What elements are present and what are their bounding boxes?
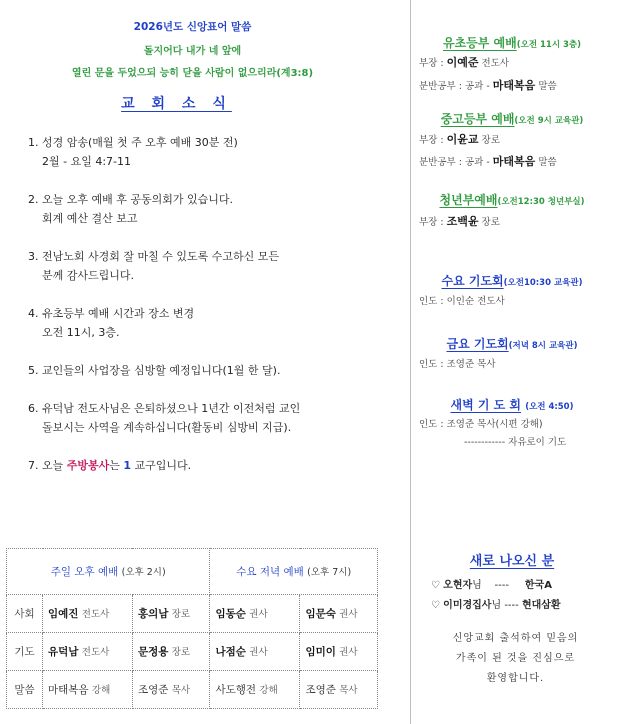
table-cell — [43, 595, 133, 633]
dawn-prayer-time: (오전 4:50) — [525, 402, 574, 412]
news-item-number: 7. — [28, 459, 39, 472]
person-name: 조영준 — [305, 684, 336, 696]
head-label: 부장 : — [419, 135, 447, 146]
young-adult-head — [419, 215, 500, 230]
lesson-label: 분반공부 : 공과 - — [419, 157, 493, 168]
heart-icon: ♡ — [431, 600, 440, 611]
news-item-detail: 돌보시는 사역을 계속하십니다(활동비 심방비 지급). — [42, 421, 292, 434]
scripture-type: 강해 — [91, 685, 111, 696]
church-news-title: 교 회 소 식 — [121, 96, 232, 112]
newcomer-dash: ---- — [494, 580, 509, 591]
youth-service-time: (오전 9시 교육관) — [514, 116, 584, 126]
young-adult-service-name: 청년부예배 — [439, 193, 498, 207]
church-news-list — [28, 133, 388, 494]
news-item-detail: 분께 감사드립니다. — [42, 269, 135, 282]
newcomer-entry — [431, 576, 552, 591]
person-role: 권사 — [339, 609, 358, 620]
lesson-suffix: 말씀 — [535, 81, 557, 92]
welcome-message — [412, 629, 619, 689]
news-item-text: 교인들의 사업장을 심방할 예정입니다(1월 한 달). — [42, 364, 281, 377]
lesson-book: 마태복음 — [492, 79, 536, 92]
scripture-type: 강해 — [259, 685, 278, 696]
person-name: 유덕남 — [48, 646, 79, 658]
head-role: 장로 — [478, 135, 500, 146]
children-service-time: (오전 11시 3층) — [516, 40, 581, 50]
news-item — [28, 133, 388, 171]
news-item — [28, 247, 388, 285]
news-item-number: 3. — [28, 250, 39, 263]
table-cell — [300, 633, 378, 671]
person-name: 나점순 — [215, 646, 246, 658]
motto-verse-line-2: 열린 문을 두었으되 능히 닫을 사람이 없으리라(계3:8) — [71, 68, 314, 79]
right-column — [412, 0, 619, 724]
news-item — [28, 456, 388, 475]
person-role: 목사 — [171, 685, 191, 696]
news-item-text: 유덕남 전도사님은 은퇴하셨으나 1년간 이전처럼 교인 — [42, 402, 301, 415]
newcomer-origin: 현대삼환 — [521, 600, 561, 611]
person-name: 임예진 — [48, 608, 79, 620]
wednesday-service-time: (오후 7시) — [307, 567, 352, 578]
news-item-text-post: 교구입니다. — [131, 459, 192, 472]
head-role: 장로 — [478, 217, 500, 228]
heart-icon: ♡ — [431, 580, 440, 591]
sunday-service-header — [7, 549, 210, 595]
newcomer-dash: ---- — [504, 600, 519, 611]
newcomer-origin: 한국A — [524, 580, 552, 591]
news-item-number: 2. — [28, 193, 39, 206]
motto-title: 2026년도 신앙표어 말씀 — [133, 21, 252, 33]
news-item — [28, 304, 388, 342]
news-item-number: 5. — [28, 364, 39, 377]
newcomer-name: 오현자 — [443, 580, 473, 591]
newcomer-suffix: 님 — [491, 600, 502, 611]
welcome-message-line: 신앙교회 출석하여 믿음의 — [452, 633, 579, 644]
table-cell — [132, 671, 210, 709]
dawn-prayer-name: 새벽 기 도 회 — [450, 398, 521, 412]
person-role: 권사 — [249, 647, 268, 658]
newcomer-entry — [431, 596, 561, 611]
person-role: 목사 — [339, 685, 358, 696]
scripture-book: 사도행전 — [215, 684, 257, 696]
news-item-text: 성경 암송(매월 첫 주 오후 예배 30분 전) — [42, 136, 238, 149]
table-cell — [132, 633, 210, 671]
news-item-detail: 오전 11시, 3층. — [42, 326, 120, 339]
head-name: 이예준 — [446, 56, 479, 69]
news-item — [28, 361, 388, 380]
district-number: 1 — [123, 459, 132, 472]
newcomer-name: 이미경집사 — [443, 600, 492, 611]
children-lesson — [419, 79, 557, 94]
youth-head — [419, 133, 500, 148]
head-role: 전도사 — [478, 58, 510, 69]
news-item-number: 6. — [28, 402, 39, 415]
welcome-message-line: 환영합니다. — [486, 673, 545, 684]
person-role: 전도사 — [81, 609, 110, 620]
person-role: 전도사 — [81, 647, 110, 658]
table-cell — [210, 633, 300, 671]
children-service-title — [412, 34, 612, 51]
youth-lesson — [419, 155, 557, 170]
kitchen-service-highlight: 주방봉사 — [66, 459, 110, 472]
friday-prayer-title — [412, 335, 612, 352]
news-item-text: 전남노회 사경회 잘 마칠 수 있도록 수고하신 모든 — [42, 250, 279, 263]
wednesday-prayer-leader: 인도 : 이인순 전도사 — [419, 296, 505, 307]
wednesday-prayer-title — [412, 272, 612, 289]
news-item-number: 1. — [28, 136, 39, 149]
news-item-detail: 회계 예산 결산 보고 — [42, 212, 138, 225]
news-item-detail: 2월 - 요일 4:7-11 — [42, 155, 132, 168]
news-item-number: 4. — [28, 307, 39, 320]
row-label: 말씀 — [7, 671, 43, 709]
young-adult-service-title — [412, 191, 612, 208]
person-name: 임미이 — [305, 646, 336, 658]
youth-service-title — [412, 110, 612, 127]
dawn-prayer-note: ------------ 자유로이 기도 — [464, 437, 567, 448]
table-cell — [210, 595, 300, 633]
scripture-book: 마태복음 — [48, 684, 89, 696]
news-item — [28, 190, 388, 228]
wednesday-prayer-name: 수요 기도회 — [441, 274, 504, 288]
wednesday-service-title: 수요 저녁 예배 — [236, 566, 304, 578]
table-row — [7, 595, 378, 633]
person-name: 조영준 — [137, 684, 169, 696]
lesson-label: 분반공부 : 공과 - — [419, 81, 493, 92]
table-cell — [300, 671, 378, 709]
wednesday-service-header — [210, 549, 378, 595]
news-item-text-pre: 오늘 — [42, 459, 67, 472]
person-name: 홍의남 — [137, 608, 169, 620]
table-cell — [43, 671, 133, 709]
news-item-text-mid: 는 — [109, 459, 124, 472]
motto-verse-line-1: 돌지어다 내가 네 앞에 — [143, 46, 242, 57]
friday-prayer-leader: 인도 : 조영준 목사 — [419, 359, 496, 370]
youth-service-name: 중고등부 예배 — [440, 112, 515, 126]
dawn-prayer-title — [412, 396, 612, 413]
head-name: 이윤교 — [446, 133, 479, 146]
row-label: 사회 — [7, 595, 43, 633]
table-row — [7, 671, 378, 709]
table-cell — [210, 671, 300, 709]
friday-prayer-time: (저녁 8시 교육관) — [508, 341, 578, 351]
dawn-prayer-leader: 인도 : 조영준 목사(시편 강해) — [419, 419, 543, 430]
newcomer-suffix: 님 — [472, 580, 482, 591]
wednesday-prayer-time: (오전10:30 교육관) — [503, 278, 583, 288]
worship-schedule-table — [6, 548, 378, 709]
sunday-service-time: (오후 2시) — [121, 567, 166, 578]
head-label: 부장 : — [419, 217, 447, 228]
person-role: 권사 — [339, 647, 358, 658]
table-header-row — [7, 549, 378, 595]
young-adult-service-time: (오전12:30 청년부실) — [497, 197, 585, 207]
table-cell — [43, 633, 133, 671]
person-role: 권사 — [249, 609, 268, 620]
person-name: 임동순 — [215, 608, 246, 620]
table-row — [7, 633, 378, 671]
friday-prayer-name: 금요 기도회 — [446, 337, 509, 351]
newcomers-title: 새로 나오신 분 — [469, 554, 555, 569]
news-item-text: 유초등부 예배 시간과 장소 변경 — [42, 307, 195, 320]
news-item-text: 오늘 오후 예배 후 공동의회가 있습니다. — [42, 193, 233, 206]
person-role: 장로 — [171, 647, 191, 658]
head-label: 부장 : — [419, 58, 447, 69]
person-name: 임문숙 — [305, 608, 336, 620]
lesson-book: 마태복음 — [492, 155, 536, 168]
row-label: 기도 — [7, 633, 43, 671]
news-item — [28, 399, 388, 437]
welcome-message-line: 가족이 된 것을 진심으로 — [455, 653, 576, 664]
table-cell — [132, 595, 210, 633]
person-name: 문정용 — [137, 646, 169, 658]
table-cell — [300, 595, 378, 633]
column-divider — [410, 0, 411, 724]
children-service-name: 유초등부 예배 — [442, 36, 517, 50]
head-name: 조백윤 — [446, 215, 479, 228]
children-head — [419, 56, 509, 71]
person-role: 장로 — [171, 609, 191, 620]
sunday-service-title: 주일 오후 예배 — [50, 566, 119, 578]
lesson-suffix: 말씀 — [535, 157, 557, 168]
